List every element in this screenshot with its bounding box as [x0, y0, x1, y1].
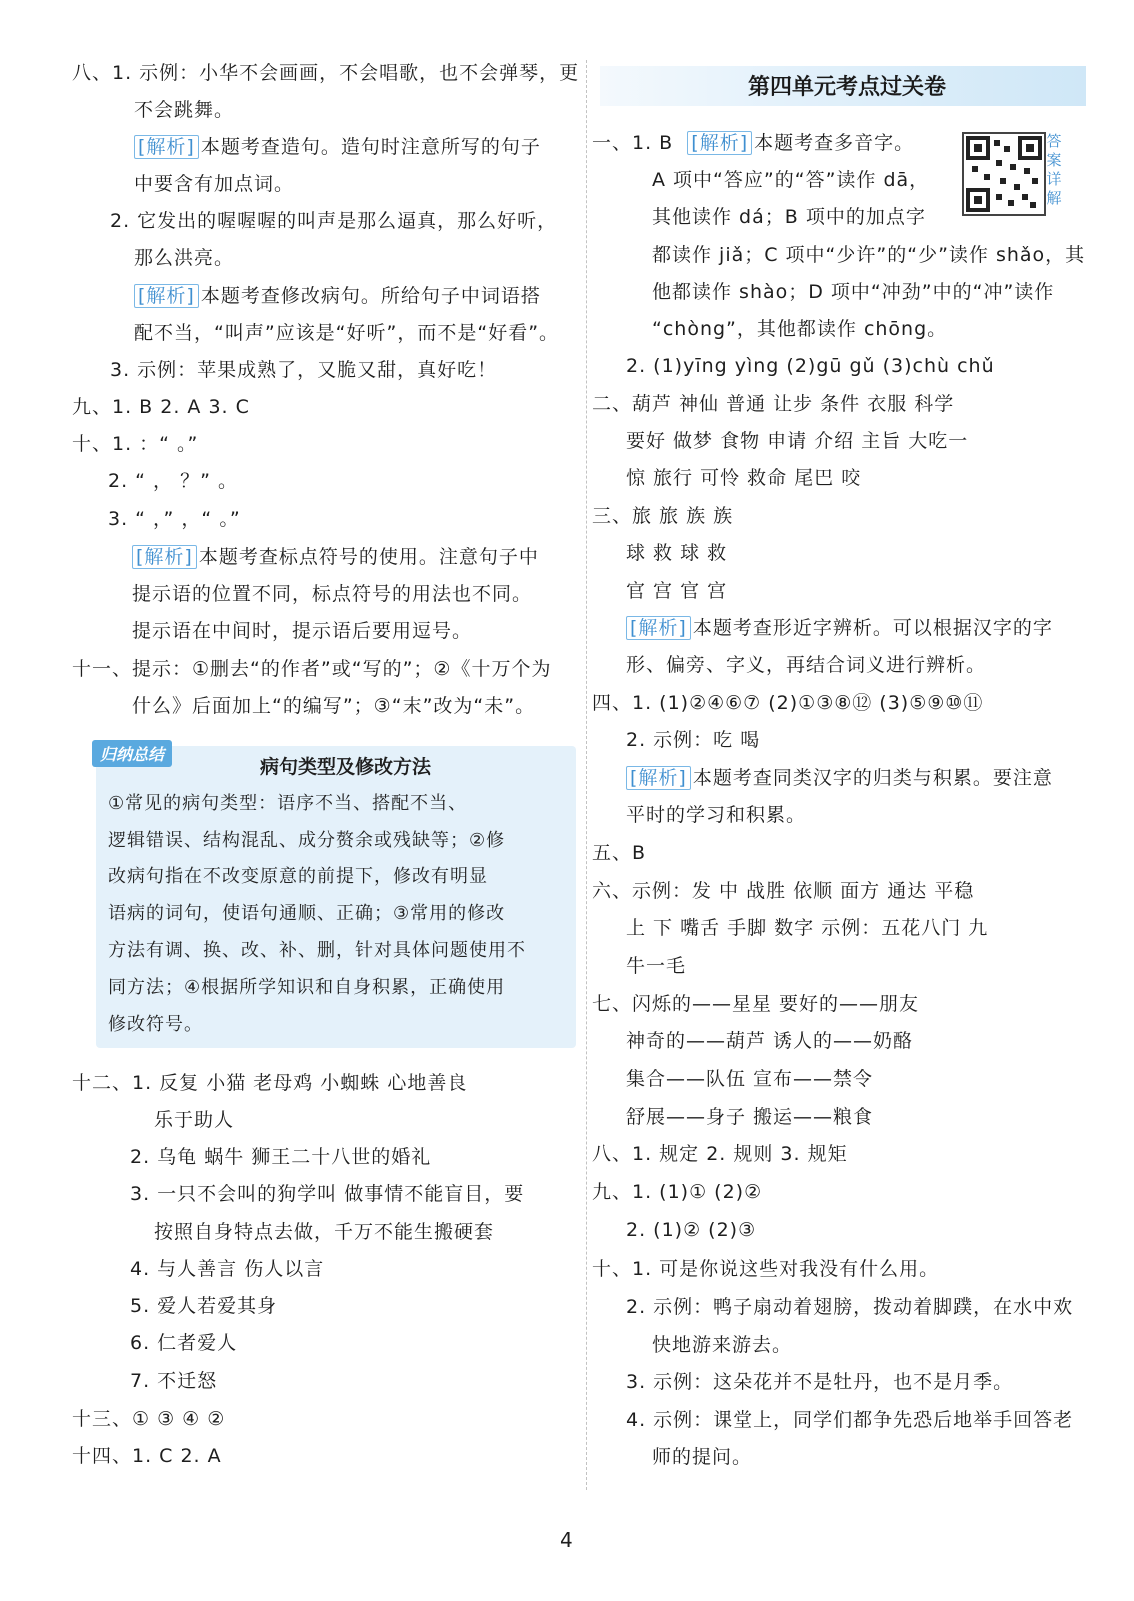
- answer-line: 八、1. 示例：小华不会画画，不会唱歌，也不会弹琴，更: [72, 62, 580, 84]
- answer-line: 7. 不迁怒: [130, 1370, 218, 1392]
- summary-line: 修改符号。: [108, 1014, 203, 1035]
- analysis-line: 中要含有加点词。: [134, 173, 295, 195]
- analysis-line: 配不当，“叫声”应该是“好听”，而不是“好看”。: [134, 322, 560, 344]
- qr-code[interactable]: [962, 132, 1046, 216]
- answer-line: 乐于助人: [154, 1109, 235, 1131]
- analysis-line: 形、偏旁、字义，再结合词义进行辨析。: [626, 654, 987, 676]
- answer-line: 神奇的——葫芦 诱人的——奶酪: [626, 1030, 914, 1052]
- analysis-tag: [解析]: [687, 131, 752, 155]
- answer-line: 3. 一只不会叫的狗学叫 做事情不能盲目，要: [130, 1183, 525, 1205]
- answer-line: 上 下 嘴舌 手脚 数字 示例：五花八门 九: [626, 917, 989, 939]
- analysis-tag: [解析]: [626, 616, 691, 640]
- answer-line: 2. 乌龟 蜗牛 狮王二十八世的婚礼: [130, 1146, 432, 1168]
- analysis-line: 其他读作 dá；B 项中的加点字: [652, 206, 926, 228]
- answer-line: 十、1. ：“ 。”: [72, 433, 199, 455]
- summary-line: 语病的词句，使语句通顺、正确；③常用的修改: [108, 903, 506, 924]
- analysis-line: [解析] 本题考查修改病句。所给句子中词语搭: [134, 283, 541, 309]
- analysis-line: 提示语在中间时，提示语后要用逗号。: [132, 620, 473, 642]
- analysis-tag: [解析]: [626, 766, 691, 790]
- answer-line: 4. 示例：课堂上，同学们都争先恐后地举手回答老: [626, 1409, 1074, 1431]
- answer-line: 五、B: [592, 842, 647, 864]
- answer-line: 一、1. B [解析] 本题考查多音字。: [592, 132, 915, 154]
- summary-line: 逻辑错误、结构混乱、成分赘余或残缺等；②修: [108, 830, 506, 851]
- answer-line: 惊 旅行 可怜 救命 尾巴 咬: [626, 467, 862, 489]
- answer-line: 十二、1. 反复 小猫 老母鸡 小蜘蛛 心地善良: [72, 1072, 468, 1094]
- analysis-line: [解析] 本题考查形近字辨析。可以根据汉字的字: [626, 615, 1053, 641]
- analysis-line: 他都读作 shào；D 项中“冲劲”中的“冲”读作: [652, 281, 1055, 303]
- answer-line: 二、葫芦 神仙 普通 让步 条件 衣服 科学: [592, 393, 955, 415]
- answer-line: 四、1. (1)②④⑥⑦ (2)①③⑧⑫ (3)⑤⑨⑩⑪: [592, 692, 984, 714]
- answer-line: 集合——队伍 宣布——禁令: [626, 1068, 874, 1090]
- section-title: 第四单元考点过关卷: [747, 75, 946, 100]
- answer-line: 5. 爱人若爱其身: [130, 1295, 278, 1317]
- summary-line: 方法有调、换、改、补、删，针对具体问题使用不: [108, 940, 526, 961]
- answer-line: 2. (1)yīng yìng (2)gū gǔ (3)chù chǔ: [626, 355, 995, 377]
- summary-title: 病句类型及修改方法: [260, 756, 432, 778]
- answer-line: 八、1. 规定 2. 规则 3. 规矩: [592, 1143, 848, 1165]
- qr-code-icon: [964, 134, 1044, 214]
- summary-line: ①常见的病句类型：语序不当、搭配不当、: [108, 793, 468, 814]
- answer-line: 什么》后面加上“的编写”；③“末”改为“未”。: [132, 695, 536, 717]
- analysis-line: 平时的学习和积累。: [626, 804, 807, 826]
- answer-line: 师的提问。: [652, 1446, 753, 1468]
- answer-line: 6. 仁者爱人: [130, 1332, 238, 1354]
- column-divider: [586, 60, 587, 1490]
- answer-line: 要好 做梦 食物 申请 介绍 主旨 大吃一: [626, 430, 969, 452]
- answer-line: 三、旅 旅 族 族: [592, 505, 734, 527]
- analysis-line: [解析] 本题考查标点符号的使用。注意句子中: [132, 544, 539, 570]
- answer-line: 2. 它发出的喔喔喔的叫声是那么逼真，那么好听，: [110, 210, 558, 232]
- analysis-tag: [解析]: [134, 284, 199, 308]
- answer-line: 3. 示例：苹果成熟了，又脆又甜，真好吃！: [110, 359, 498, 381]
- answer-line: 按照自身特点去做，千万不能生搬硬套: [154, 1221, 495, 1243]
- answer-line: 九、1. B 2. A 3. C: [72, 396, 250, 418]
- analysis-line: [解析] 本题考查造句。造句时注意所写的句子: [134, 134, 541, 160]
- answer-line: 牛一毛: [626, 955, 687, 977]
- analysis-line: A 项中“答应”的“答”读作 dā，: [652, 169, 930, 191]
- answer-line: 官 宫 官 宫: [626, 580, 728, 602]
- analysis-line: 提示语的位置不同，标点符号的用法也不同。: [132, 583, 533, 605]
- analysis-tag: [解析]: [134, 135, 199, 159]
- answer-line: 九、1. (1)① (2)②: [592, 1181, 763, 1203]
- answer-line: 十三、① ③ ④ ②: [72, 1408, 226, 1430]
- analysis-line: “chòng”，其他都读作 chōng。: [652, 318, 948, 340]
- answer-line: 不会跳舞。: [134, 99, 235, 121]
- answer-line: 十、1. 可是你说这些对我没有什么用。: [592, 1258, 940, 1280]
- answer-line: 2. “ ， ？” 。: [108, 470, 238, 492]
- answer-line: 2. 示例：吃 喝: [626, 729, 761, 751]
- analysis-tag: [解析]: [132, 545, 197, 569]
- answer-line: 球 救 球 救: [626, 542, 728, 564]
- analysis-line: [解析] 本题考查同类汉字的归类与积累。要注意: [626, 765, 1053, 791]
- answer-line: 3. “ ，” ，“ 。”: [108, 508, 241, 530]
- answer-line: 舒展——身子 搬运——粮食: [626, 1106, 874, 1128]
- answer-line: 十四、1. C 2. A: [72, 1445, 222, 1467]
- answer-line: 十一、提示：①删去“的作者”或“写的”；②《十万个为: [72, 658, 552, 680]
- page-number: 4: [560, 1528, 573, 1552]
- analysis-line: 都读作 jiǎ；C 项中“少许”的“少”读作 shǎo，其: [652, 244, 1086, 266]
- answer-line: 七、闪烁的——星星 要好的——朋友: [592, 993, 920, 1015]
- answer-line: 那么洪亮。: [134, 247, 235, 269]
- answer-line: 2. 示例：鸭子扇动着翅膀，拨动着脚蹼，在水中欢: [626, 1296, 1074, 1318]
- answer-line: 4. 与人善言 伤人以言: [130, 1258, 325, 1280]
- summary-tag: 归纳总结: [92, 740, 172, 767]
- summary-line: 同方法；④根据所学知识和自身积累，正确使用: [108, 977, 506, 998]
- section-banner: [600, 66, 1086, 106]
- answer-line: 2. (1)② (2)③: [626, 1219, 757, 1241]
- answer-line: 快地游来游去。: [652, 1334, 793, 1356]
- summary-line: 改病句指在不改变原意的前提下，修改有明显: [108, 866, 488, 887]
- answer-line: 3. 示例：这朵花并不是牡丹，也不是月季。: [626, 1371, 1014, 1393]
- answer-line: 六、示例：发 中 战胜 依顺 面方 通达 平稳: [592, 880, 975, 902]
- qr-label: 答案详解: [1046, 132, 1062, 207]
